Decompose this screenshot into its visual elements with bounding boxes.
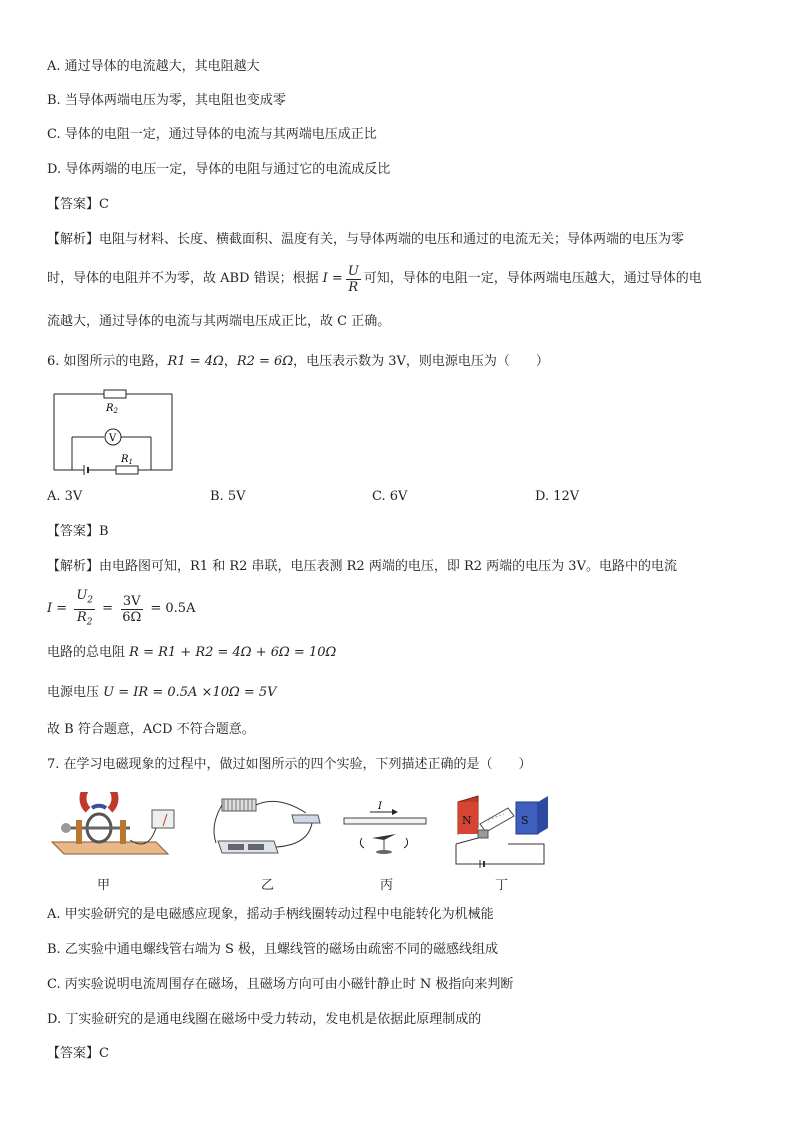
q5-option-c: C. 导体的电阻一定，通过导体的电流与其两端电压成正比 bbox=[47, 127, 377, 142]
q6-total-resistance bbox=[47, 645, 336, 661]
q5-analysis-text-a: 时，导体的电阻并不为零，故 ABD 错误；根据 bbox=[47, 271, 319, 286]
q6-sep: ， bbox=[223, 354, 237, 369]
q6-current-formula: I = $\frac{U_2}{R_2}$ = $\frac{3V}{6\Omega}$ = 0.5A bbox=[47, 588, 196, 628]
figure-jia-generator bbox=[48, 792, 188, 867]
q7-option-a: A. 甲实验研究的是电磁感应现象，摇动手柄线圈转动过程中电能转化为机械能 bbox=[47, 907, 494, 922]
label-s: S bbox=[521, 814, 529, 827]
q5-option-a: A. 通过导体的电流越大，其电阻越大 bbox=[47, 59, 260, 74]
q5-analysis-line2 bbox=[47, 262, 702, 296]
label-n: N bbox=[462, 814, 472, 827]
q5-analysis-line3: 流越大，通过导体的电流与其两端电压成正比，故 C 正确。 bbox=[47, 314, 391, 329]
q5-analysis-line1: 【解析】电阻与材料、长度、横截面积、温度有关，与导体两端的电压和通过的电流无关；导体两端的电压为零 bbox=[47, 232, 685, 247]
figure-ding-motor bbox=[448, 794, 552, 870]
q5-formula-fraction bbox=[346, 264, 361, 295]
q6-option-d: D. 12V bbox=[535, 489, 580, 504]
q7-option-b: B. 乙实验中通电螺线管右端为 S 极，且螺线管的磁场由疏密不同的磁感线组成 bbox=[47, 942, 498, 957]
figure-label-jia: 甲 bbox=[97, 878, 111, 893]
q5-answer: 【答案】C bbox=[47, 197, 109, 212]
q6-total-r-label: 电路的总电阻 bbox=[47, 645, 126, 660]
q6-total-r-formula: R = R1 + R2 = 4Ω + 6Ω = 10Ω bbox=[129, 645, 337, 660]
q7-answer: 【答案】C bbox=[47, 1046, 109, 1061]
resistor-r2-symbol bbox=[104, 390, 126, 398]
q6-option-b: B. 5V bbox=[210, 489, 246, 504]
q5-option-d: D. 导体两端的电压一定，导体的电阻与通过它的电流成反比 bbox=[47, 162, 391, 177]
figure-label-yi: 乙 bbox=[261, 878, 275, 893]
figure-label-bing: 丙 bbox=[380, 878, 394, 893]
solenoid-coil bbox=[222, 799, 256, 811]
resistor-r1-symbol bbox=[116, 466, 138, 474]
label-voltmeter: V bbox=[109, 433, 117, 444]
figure-yi-solenoid bbox=[208, 795, 326, 865]
q6-analysis-line1: 【解析】由电路图可知，R1 和 R2 串联，电压表测 R2 两端的电压，即 R2 两端的电压为 3V。电路中的电流 bbox=[47, 559, 677, 574]
q6-stem-b: ，电压表示数为 3V，则电源电压为（ ） bbox=[293, 354, 549, 369]
q7-stem: 7. 在学习电磁现象的过程中，做过如图所示的四个实验，下列描述正确的是（ ） bbox=[47, 757, 532, 772]
q7-option-d: D. 丁实验研究的是通电线圈在磁场中受力转动，发电机是依据此原理制成的 bbox=[47, 1012, 482, 1027]
q5-formula-lhs: I = bbox=[322, 271, 343, 286]
q6-answer: 【答案】B bbox=[47, 524, 109, 539]
q6-option-c: C. 6V bbox=[372, 489, 408, 504]
q6-voltage-label: 电源电压 bbox=[47, 685, 100, 700]
q6-stem-a: 6. 如图所示的电路， bbox=[47, 354, 168, 369]
compass-needle bbox=[372, 834, 396, 840]
label-r1: $R_1$ bbox=[121, 454, 133, 466]
q6-stem bbox=[47, 354, 549, 370]
q6-voltage-formula: U = IR = 0.5A ×10Ω = 5V bbox=[103, 685, 277, 700]
q5-analysis-text-b: 可知，导体的电阻一定，导体两端电压越大，通过导体的电 bbox=[363, 271, 702, 286]
q6-circuit-diagram bbox=[48, 384, 178, 479]
figure-label-ding: 丁 bbox=[495, 878, 509, 893]
q5-formula-denominator: R bbox=[348, 279, 359, 295]
q6-conclusion: 故 B 符合题意，ACD 不符合题意。 bbox=[47, 722, 255, 737]
label-r2: $R_2$ bbox=[106, 403, 118, 415]
q5-option-b: B. 当导体两端电压为零，其电阻也变成零 bbox=[47, 93, 286, 108]
straight-wire bbox=[344, 818, 426, 824]
current-label: I bbox=[378, 801, 382, 812]
q6-option-a: A. 3V bbox=[47, 489, 83, 504]
q6-supply-voltage bbox=[47, 685, 277, 701]
coil-loop bbox=[480, 808, 514, 832]
q7-option-c: C. 丙实验说明电流周围存在磁场，且磁场方向可由小磁针静止时 N 极指向来判断 bbox=[47, 977, 514, 992]
q6-r2-value: R2 = 6Ω bbox=[236, 354, 294, 369]
figure-bing-oersted bbox=[340, 798, 430, 858]
switch bbox=[292, 815, 320, 823]
q5-formula-numerator: U bbox=[347, 263, 359, 279]
q6-r1-value: R1 = 4Ω bbox=[167, 354, 224, 369]
